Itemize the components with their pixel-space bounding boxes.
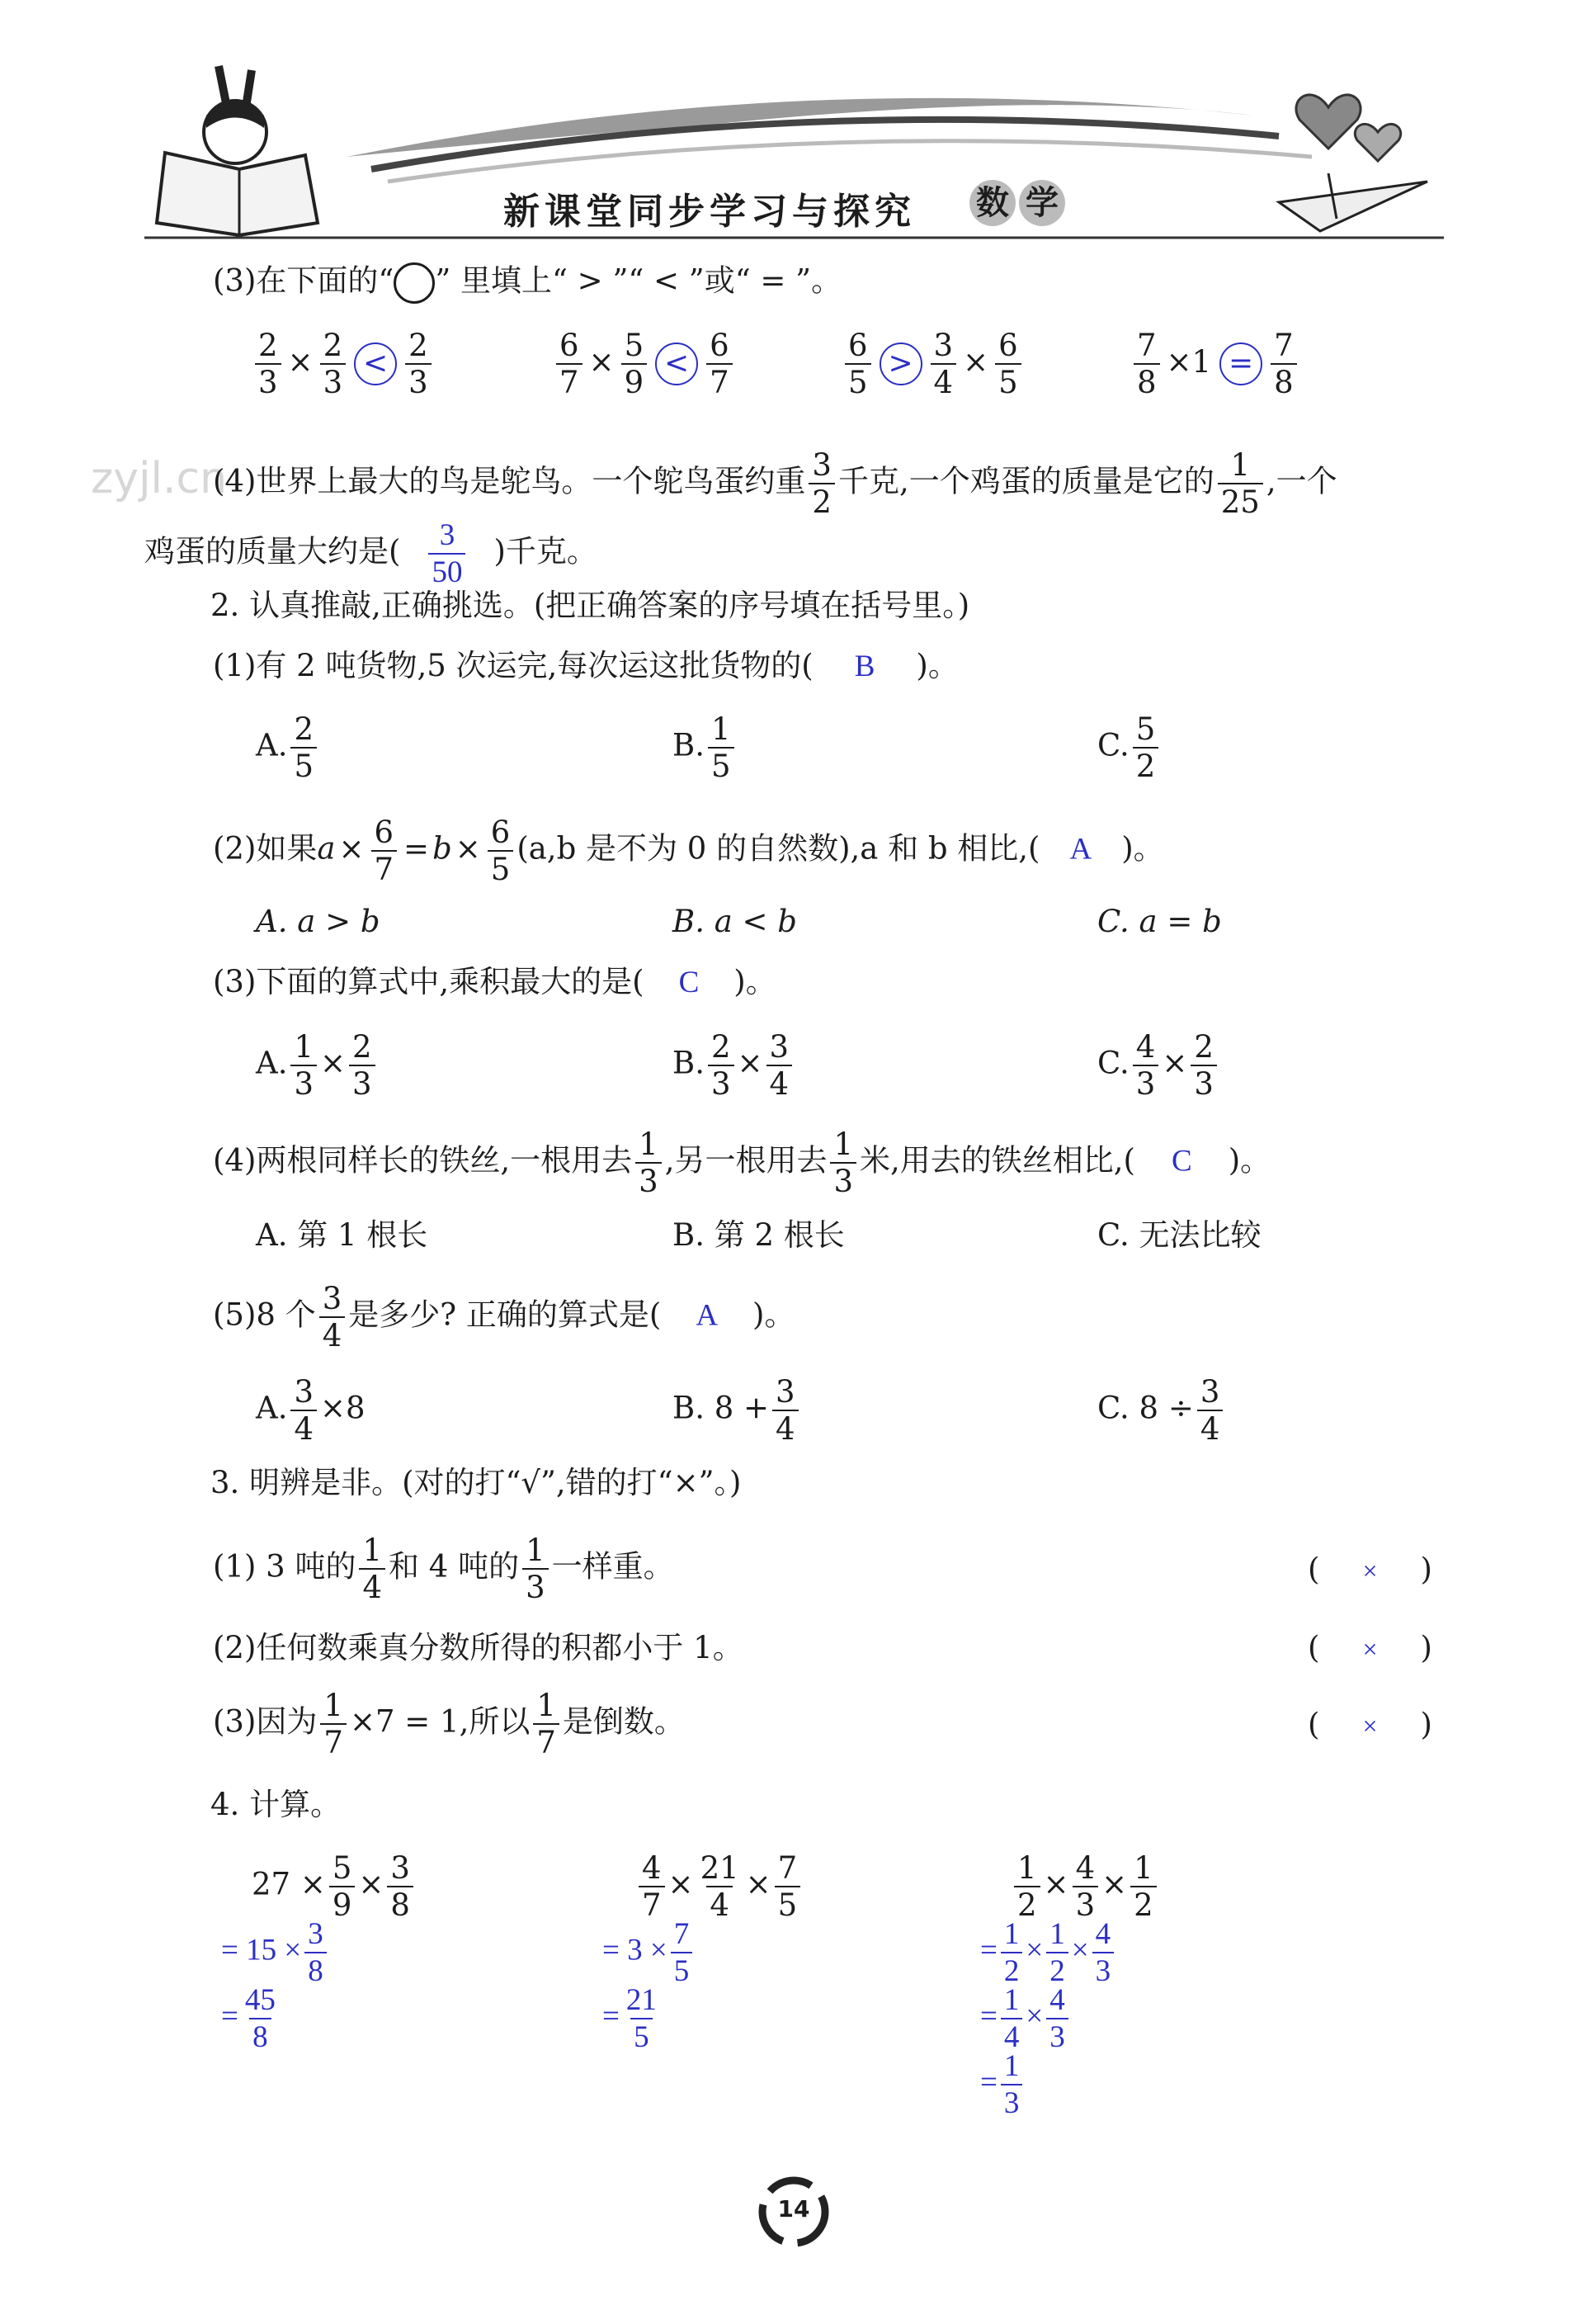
q2-5-question: (5)8 个 $\frac{3}{4}$ 是多少? 正确的算式是( A )。 (213, 1281, 795, 1353)
q2-2-option-a: A. a > b (256, 904, 380, 939)
page-number: 14 (777, 2195, 810, 2222)
watermark: zyjl.cn (91, 454, 228, 503)
q3-2-answer-box: ( × ) (1308, 1630, 1432, 1665)
blank-circle-icon (394, 262, 435, 304)
calc-1-step-1: = 15 × $\frac{3}{8}$ (221, 1919, 330, 1986)
q2-2-option-b: B. a < b (672, 904, 797, 939)
q2-5-option-b: B. 8 + $\frac{3}{4}$ (672, 1377, 802, 1444)
q2-2-question: (2)如果a × $\frac{6}{7}$ = b × $\frac{6}{5}$ (a,b 是不为 0 的自然数),a 和 b 相比,( A )。 (213, 815, 1164, 887)
q3-title: 3. 明辨是非。(对的打“√”,错的打“×”。) (210, 1465, 742, 1500)
calc-2-expression: $\frac{4}{7}$ × $\frac{21}{4}$ × $\frac{7}{5}$ (635, 1853, 804, 1920)
q1-4-line2: 鸡蛋的质量大约是( $\frac{3}{50}$ )千克。 (144, 518, 597, 589)
subject-badge-2 (1019, 180, 1065, 226)
answer: × (1362, 1634, 1378, 1664)
q2-2-option-c: C. a = b (1097, 904, 1222, 939)
calc-2-step-2: = $\frac{21}{5}$ (602, 1983, 657, 2054)
q2-1-option-b: B. $\frac{1}{5}$ (672, 714, 738, 782)
calc-3-step-3: = $\frac{1}{3}$ (980, 2051, 1026, 2119)
calc-1-step-2: = $\frac{45}{8}$ (221, 1983, 276, 2054)
answer-circle: < (354, 342, 397, 385)
answer: B (854, 649, 875, 683)
q4-title: 4. 计算。 (210, 1787, 342, 1822)
q1-4-line1: (4)世界上最大的鸟是鸵鸟。一个鸵鸟蛋约重 $\frac{3}{2}$ 千克,一个鸡蛋的质量是它的 $\frac{1}{25}$ ,一个 (213, 447, 1337, 520)
calc-3-step-2: = $\frac{1}{4}$ × $\frac{4}{3}$ (980, 1985, 1072, 2052)
subject-badge-1 (969, 180, 1016, 226)
compare-item-1: $\frac{2}{3}$ × $\frac{2}{3}$ < $\frac{2}{3}$ (252, 330, 435, 398)
q2-4-option-a: A. 第 1 根长 (256, 1217, 428, 1253)
q3-3-answer-box: ( × ) (1308, 1707, 1432, 1742)
header-title: 新课堂同步学习与探究 (503, 191, 916, 233)
calc-3-step-1: = $\frac{1}{2}$ × $\frac{1}{2}$ × $\frac{4}{3}$ (980, 1919, 1117, 1986)
q2-1-option-c: C. $\frac{5}{2}$ (1097, 714, 1162, 782)
calc-2-step-1: = 3 × $\frac{7}{5}$ (602, 1919, 696, 1986)
compare-item-4: $\frac{7}{8}$ ×1 = $\frac{7}{8}$ (1130, 330, 1300, 398)
answer: × (1362, 1556, 1378, 1585)
q3-1-statement: (1) 3 吨的 $\frac{1}{4}$ 和 4 吨的 $\frac{1}{3}$ 一样重。 (213, 1533, 674, 1605)
answer-circle: = (1219, 342, 1262, 385)
answer-circle: < (655, 342, 698, 385)
q2-1-question: (1)有 2 吨货物,5 次运完,每次运这批货物的( B )。 (213, 648, 959, 683)
q2-1-option-a: A. $\frac{2}{5}$ (256, 714, 320, 782)
answer-fraction: $\frac{3}{50}$ (428, 520, 465, 588)
subject-char-2: 学 (1026, 183, 1059, 222)
q1-3-prompt: (3)在下面的“ ” 里填上“ > ”“ < ”或“ = ”。 (213, 262, 842, 304)
page-number-badge (752, 2170, 835, 2253)
q2-5-option-a: A. $\frac{3}{4}$ ×8 (256, 1374, 366, 1447)
q3-2-statement: (2)任何数乘真分数所得的积都小于 1。 (213, 1630, 743, 1665)
answer: A (696, 1298, 719, 1333)
subject-char-1: 数 (976, 183, 1009, 222)
compare-item-2: $\frac{6}{7}$ × $\frac{5}{9}$ < $\frac{6}{7}$ (553, 330, 736, 398)
q2-3-question: (3)下面的算式中,乘积最大的是( C )。 (213, 964, 776, 999)
answer: C (1172, 1144, 1192, 1179)
answer: C (678, 966, 700, 999)
q2-3-option-c: C. $\frac{4}{3}$ × $\frac{2}{3}$ (1097, 1032, 1220, 1099)
q2-4-option-c: C. 无法比较 (1097, 1217, 1262, 1253)
answer-circle: > (880, 342, 922, 385)
calc-1-expression: 27 × $\frac{5}{9}$ × $\frac{3}{8}$ (252, 1853, 417, 1920)
q2-5-option-c: C. 8 ÷ $\frac{3}{4}$ (1097, 1377, 1226, 1444)
q2-4-question: (4)两根同样长的铁丝,一根用去 $\frac{1}{3}$ ,另一根用去 $\frac{1}{3}$ 米,用去的铁丝相比,( C )。 (213, 1127, 1271, 1199)
answer: × (1362, 1711, 1378, 1741)
q2-3-option-a: A. $\frac{1}{3}$ × $\frac{2}{3}$ (256, 1032, 379, 1099)
calc-3-expression: $\frac{1}{2}$ × $\frac{4}{3}$ × $\frac{1}{2}$ (1011, 1853, 1160, 1920)
q2-title: 2. 认真推敲,正确挑选。(把正确答案的序号填在括号里。) (210, 588, 970, 623)
answer: A (1069, 832, 1092, 867)
q3-3-statement: (3)因为 $\frac{1}{7}$ ×7 = 1,所以 $\frac{1}{7}$ 是倒数。 (213, 1688, 685, 1760)
compare-item-3: $\frac{6}{5}$ > $\frac{3}{4}$ × $\frac{6}{5}$ (842, 330, 1025, 398)
q2-3-option-b: B. $\frac{2}{3}$ × $\frac{3}{4}$ (672, 1032, 795, 1099)
q2-4-option-b: B. 第 2 根长 (672, 1217, 845, 1253)
q3-1-answer-box: ( × ) (1308, 1552, 1432, 1587)
